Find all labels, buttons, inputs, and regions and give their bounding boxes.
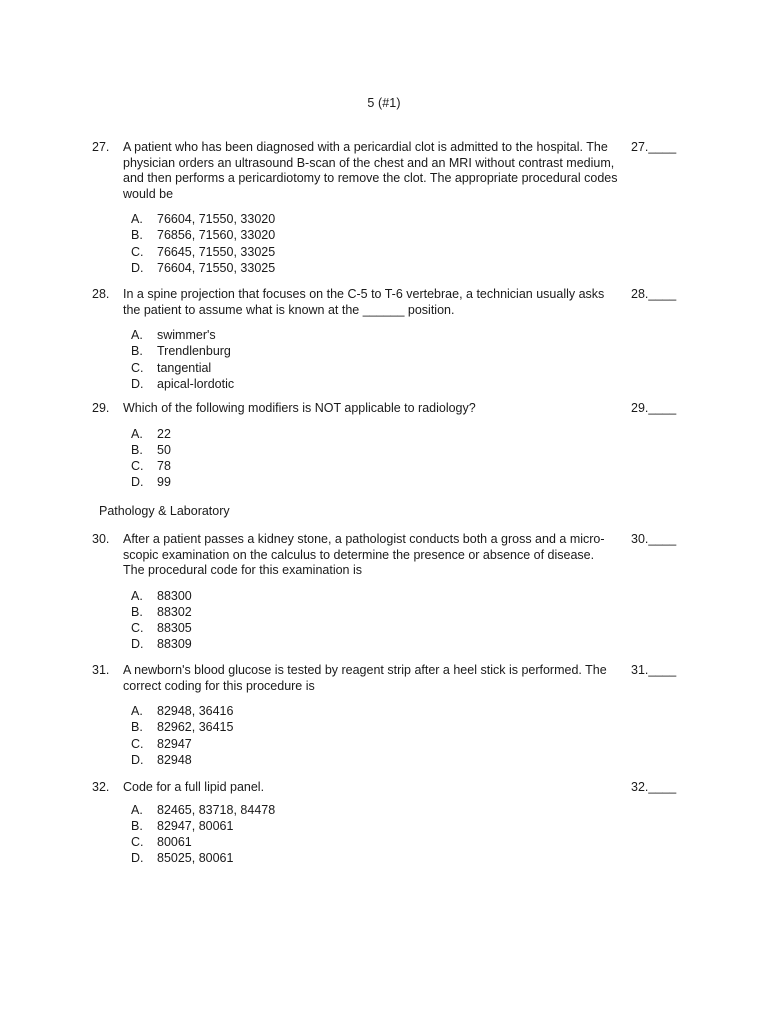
option-a [131, 327, 692, 343]
answer-blank: 31.____ [631, 663, 677, 677]
option-text: 82947 [157, 736, 192, 751]
option-b [131, 818, 692, 834]
question-number: 29. [92, 401, 110, 415]
option-text: 82947, 80061 [157, 818, 234, 833]
option-c [131, 834, 692, 850]
option-text: 76645, 71550, 33025 [157, 244, 276, 259]
option-a [131, 426, 692, 442]
option-letter: C. [131, 835, 144, 850]
option-d [131, 850, 692, 866]
option-a [131, 802, 692, 818]
option-text: Trendlenburg [157, 344, 231, 359]
options-list [131, 802, 692, 867]
option-d [131, 752, 692, 768]
option-letter: C. [131, 360, 144, 375]
option-text: 88305 [157, 621, 192, 636]
option-letter: A. [131, 212, 143, 226]
option-a [131, 211, 692, 227]
question-text: In a spine projection that focuses on the C-5 to T-6 vertebrae, a technician usually asks the patient to assume what is known at the ______ position. [123, 287, 605, 317]
option-text: 82465, 83718, 84478 [157, 802, 276, 817]
option-letter: B. [131, 818, 143, 833]
option-letter: B. [131, 720, 143, 735]
option-text: 76604, 71550, 33020 [157, 212, 276, 226]
option-text: 82948, 36416 [157, 704, 234, 718]
option-letter: A. [131, 328, 143, 342]
options-list [131, 327, 692, 392]
option-a [131, 703, 692, 719]
option-b [131, 719, 692, 735]
option-text: 78 [157, 459, 171, 474]
option-c [131, 360, 692, 376]
option-text: 88309 [157, 637, 192, 652]
option-d [131, 636, 692, 652]
option-letter: C. [131, 459, 144, 474]
option-letter: A. [131, 802, 143, 817]
option-text: 82962, 36415 [157, 720, 234, 735]
option-letter: B. [131, 604, 143, 619]
option-letter: B. [131, 442, 143, 457]
section-title: Pathology & Laboratory [99, 504, 230, 518]
option-letter: C. [131, 244, 144, 259]
option-c [131, 620, 692, 636]
option-letter: D. [131, 376, 144, 391]
option-letter: D. [131, 637, 144, 652]
option-text: 88302 [157, 604, 192, 619]
question-30 [92, 532, 692, 653]
question-27 [92, 140, 692, 276]
option-letter: A. [131, 704, 143, 718]
question-29 [92, 401, 692, 491]
option-b [131, 227, 692, 243]
question-number: 27. [92, 140, 110, 154]
question-28 [92, 287, 692, 392]
option-text: 80061 [157, 835, 192, 850]
answer-blank: 32.____ [631, 780, 677, 794]
answer-blank: 28.____ [631, 287, 677, 301]
options-list [131, 211, 692, 276]
option-letter: C. [131, 621, 144, 636]
option-text: 88300 [157, 588, 192, 603]
question-text: Which of the following modifiers is NOT applicable to radiology? [123, 401, 476, 415]
option-d [131, 376, 692, 392]
option-a [131, 588, 692, 604]
option-b [131, 442, 692, 458]
option-letter: D. [131, 752, 144, 767]
option-text: 82948 [157, 752, 192, 767]
option-c [131, 458, 692, 474]
option-text: 22 [157, 426, 171, 441]
option-text: 99 [157, 475, 171, 490]
answer-blank: 29.____ [631, 401, 677, 415]
question-text: A newborn's blood glucose is tested by reagent strip after a heel stick is performed. The correct coding for this procedure is [123, 663, 607, 693]
option-text: 85025, 80061 [157, 851, 234, 866]
option-letter: C. [131, 736, 144, 751]
option-letter: D. [131, 851, 144, 866]
options-list [131, 703, 692, 768]
option-letter: D. [131, 260, 144, 275]
option-letter: A. [131, 426, 143, 441]
option-text: apical-lordotic [157, 376, 235, 391]
question-number: 31. [92, 663, 110, 677]
option-letter: D. [131, 475, 144, 490]
question-number: 32. [92, 780, 110, 794]
page-number: 5 (#1) [367, 96, 401, 110]
answer-blank: 30.____ [631, 532, 677, 546]
question-text: After a patient passes a kidney stone, a pathologist conducts both a gross and a micro-scopic examination on the calculus to determine the presence or absence of disease. The procedural code for this examination is [123, 532, 605, 577]
answer-blank: 27.____ [631, 140, 677, 154]
option-c [131, 736, 692, 752]
option-c [131, 244, 692, 260]
option-letter: B. [131, 344, 143, 359]
question-text: A patient who has been diagnosed with a pericardial clot is admitted to the hospital. The physician orders an ultrasound B-scan of the chest and an MRI without contrast medium, and then performs a pericardiotomy to remove the clot. The appropriate procedural codes would be [123, 140, 618, 201]
option-text: swimmer's [157, 328, 216, 342]
option-letter: B. [131, 228, 143, 243]
option-b [131, 604, 692, 620]
option-d [131, 260, 692, 276]
option-text: 76856, 71560, 33020 [157, 228, 276, 243]
question-31 [92, 663, 692, 768]
options-list [131, 426, 692, 491]
question-number: 30. [92, 532, 110, 546]
option-letter: A. [131, 588, 143, 603]
option-text: tangential [157, 360, 212, 375]
option-b [131, 343, 692, 359]
option-text: 76604, 71550, 33025 [157, 260, 276, 275]
question-text: Code for a full lipid panel. [123, 780, 265, 794]
option-d [131, 474, 692, 490]
option-text: 50 [157, 442, 171, 457]
options-list [131, 588, 692, 653]
question-number: 28. [92, 287, 110, 301]
question-32 [92, 780, 692, 867]
